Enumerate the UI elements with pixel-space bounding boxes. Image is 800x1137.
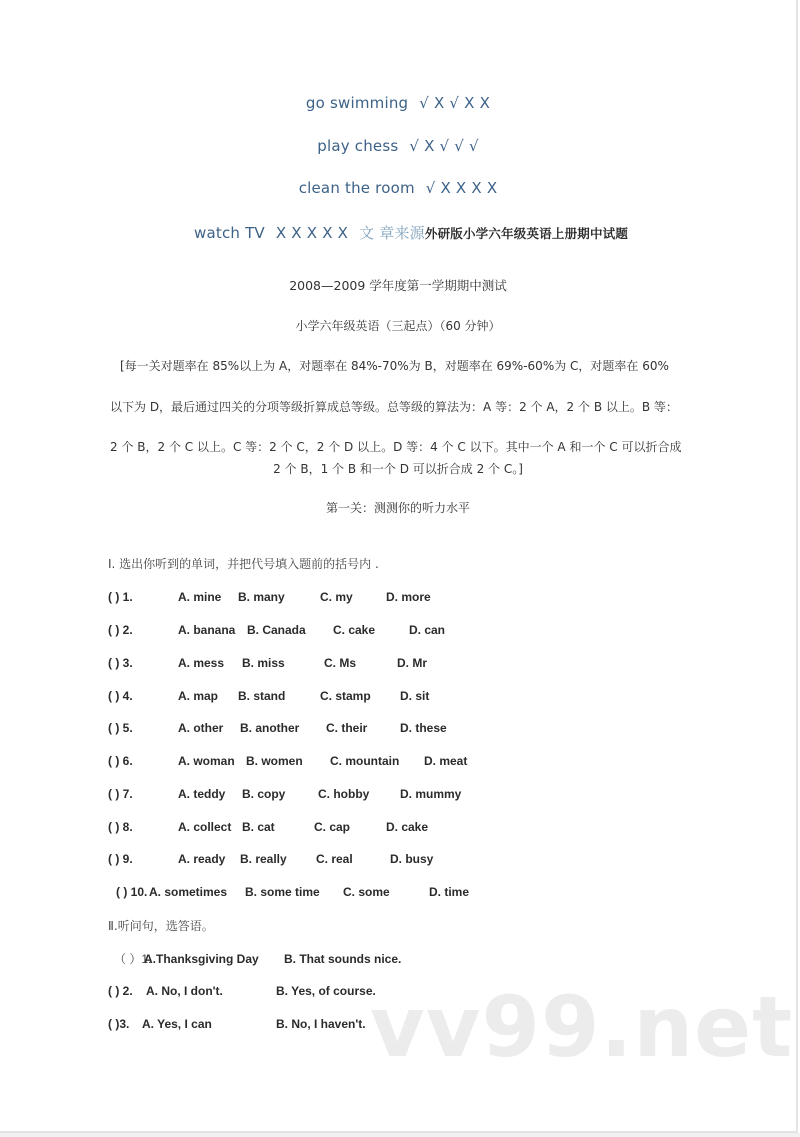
question-row [114,950,401,967]
exam-title: 2008—2009 学年度第一学期期中测试 [289,278,507,293]
grading-rules-line-2: 以下为 D，最后通过四关的分项等级折算成总等级。总等级的算法为：A 等：2 个 A，2 个 B 以上。B 等： [110,400,678,414]
option-d: D. Mr [397,656,427,670]
section-1-heading: Ⅰ. 选出你听到的单词，并把代号填入题前的括号内 . [108,557,379,571]
question-row [108,656,427,670]
answer-bracket[interactable]: ( ) 2. [108,984,133,998]
question-row [108,820,428,834]
answer-bracket[interactable]: ( ) 10. [116,885,148,899]
option-d: D. busy [390,852,434,866]
option-a: A. collect [178,820,232,834]
option-c: C. hobby [318,787,370,801]
answer-bracket[interactable]: ( ) 8. [108,820,133,834]
option-a: A. ready [178,852,226,866]
watermark: vv99.net [370,978,794,1076]
option-b: B. some time [245,885,320,899]
option-a: A. mine [178,590,222,604]
option-b: B. copy [242,787,286,801]
option-d: D. can [409,623,446,637]
option-a: A. teddy [178,787,226,801]
option-b: B. No, I haven't. [276,1017,366,1031]
option-a: A. map [178,689,219,703]
survey-row-watch-tv [194,222,628,243]
question-row [108,787,461,801]
option-c: C. Ms [324,656,357,670]
tick-cross-marks: √ X √ X X [419,94,491,112]
option-d: D. meat [424,754,468,768]
option-b: B. Canada [247,623,306,637]
option-d: D. more [386,590,431,604]
activity-label: watch TV [194,224,265,242]
option-b: B. stand [238,689,286,703]
survey-row-clean-room [0,179,796,197]
level-title: 第一关：测测你的听力水平 [325,501,470,515]
option-c: C. cake [333,623,376,637]
answer-bracket[interactable]: ( ) 2. [108,623,133,637]
page-bottom-edge [0,1133,800,1137]
survey-row-chess [0,137,796,155]
option-c: C. mountain [330,754,400,768]
option-a: A. mess [178,656,225,670]
option-c: C. cap [314,820,351,834]
answer-bracket[interactable]: ( )3. [108,1017,130,1031]
question-row [108,852,433,866]
option-a: A. banana [178,623,236,637]
option-b: B. That sounds nice. [284,952,402,966]
option-d: D. these [400,721,447,735]
tick-cross-marks: √ X X X X [425,179,498,197]
activity-label: clean the room [298,179,415,197]
answer-bracket[interactable]: ( ) 5. [108,721,133,735]
answer-bracket[interactable]: ( ) 7. [108,787,133,801]
option-b: B. cat [242,820,275,834]
option-d: D. sit [400,689,430,703]
exam-subtitle: 小学六年级英语（三起点）（60 分钟） [295,319,501,333]
option-b: B. many [238,590,285,604]
tick-cross-marks: X X X X X [275,224,349,242]
activity-label: play chess [317,137,399,155]
option-a: A. woman [178,754,235,768]
grading-rules-line-3: 2 个 B，2 个 C 以上。C 等：2 个 C，2 个 D 以上。D 等：4 个 C 以下。其中一个 A 和一个 C 可以折合成 [110,440,682,454]
option-b: B. women [246,754,303,768]
section-2-heading: Ⅱ.听问句，选答语。 [108,919,214,933]
question-row [108,721,447,735]
answer-bracket[interactable]: （ ）1. [114,952,152,966]
option-a: A. No, I don't. [146,984,223,998]
question-row [108,1017,366,1031]
question-row [116,885,469,899]
option-c: C. real [316,852,353,866]
answer-bracket[interactable]: ( ) 3. [108,656,133,670]
option-c: C. stamp [320,689,371,703]
question-row [108,590,431,604]
option-b: B. really [240,852,287,866]
answer-bracket[interactable]: ( ) 9. [108,852,133,866]
option-a: A. sometimes [149,885,228,899]
option-d: D. time [429,885,470,899]
option-b: B. another [240,721,300,735]
answer-bracket[interactable]: ( ) 6. [108,754,133,768]
option-c: C. some [343,885,390,899]
activity-label: go swimming [305,94,409,112]
option-a: A.Thanksgiving Day [144,952,259,966]
option-d: D. cake [386,820,429,834]
option-b: B. miss [242,656,285,670]
question-row [108,689,429,703]
grading-rules-line-4: 2 个 B，1 个 B 和一个 D 可以折合成 2 个 C。] [273,462,523,476]
option-a: A. other [178,721,224,735]
question-row [108,984,376,998]
answer-bracket[interactable]: ( ) 4. [108,689,133,703]
option-d: D. mummy [400,787,462,801]
option-a: A. Yes, I can [142,1017,212,1031]
question-row [108,754,467,768]
document-title: 外研版小学六年级英语上册期中试题 [424,226,629,241]
option-b: B. Yes, of course. [276,984,376,998]
source-label: 文 章来源 [359,224,425,242]
answer-bracket[interactable]: ( ) 1. [108,590,133,604]
grading-rules-line-1: [每一关对题率在 85%以上为 A，对题率在 84%-70%为 B，对题率在 69%-60%为 C，对题率在 60% [120,359,669,373]
option-c: C. my [320,590,353,604]
tick-cross-marks: √ X √ √ √ [409,137,479,155]
option-c: C. their [326,721,368,735]
question-row [108,623,445,637]
survey-row-swimming [0,94,796,112]
